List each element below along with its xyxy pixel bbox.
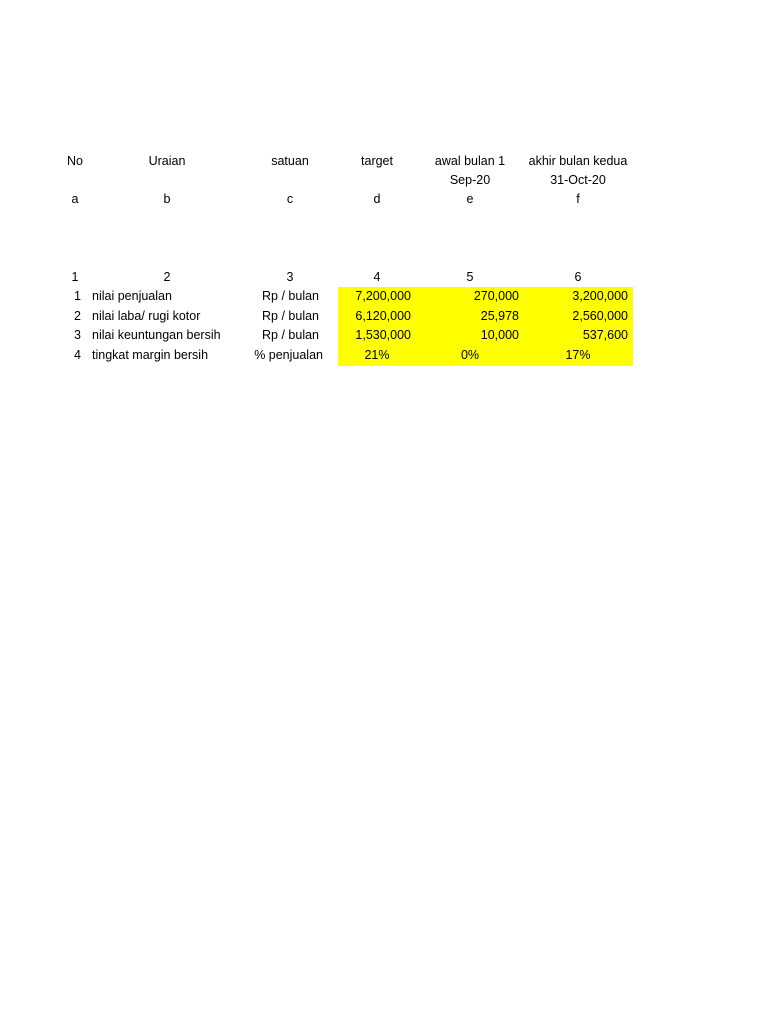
row-2-target: 6,120,000 [355,309,411,323]
colnum-2: 2 [163,270,171,284]
row-4-akhir: 17% [565,348,591,362]
header-awal: awal bulan 1 [434,154,506,168]
row-3-target: 1,530,000 [355,328,411,342]
header-no: No [67,154,83,168]
row-1-akhir: 3,200,000 [572,289,628,303]
header-akhir-date: 31-Oct-20 [550,173,606,187]
letter-b: b [163,192,171,206]
row-4-target: 21% [364,348,390,362]
row-3-no: 3 [74,328,81,342]
letter-a: a [71,192,79,206]
row-1-target: 7,200,000 [355,289,411,303]
colnum-1: 1 [71,270,79,284]
colnum-4: 4 [373,270,381,284]
row-2-no: 2 [74,309,81,323]
colnum-5: 5 [466,270,474,284]
letter-c: c [286,192,294,206]
row-3-akhir: 537,600 [582,328,628,342]
header-target: target [361,154,393,168]
row-2-uraian: nilai laba/ rugi kotor [92,309,201,323]
header-akhir: akhir bulan kedua [528,154,628,168]
row-3-satuan: Rp / bulan [262,328,319,342]
letter-e: e [466,192,474,206]
row-2-satuan: Rp / bulan [262,309,319,323]
row-1-awal: 270,000 [473,289,519,303]
header-awal-date: Sep-20 [449,173,491,187]
colnum-6: 6 [574,270,582,284]
row-4-no: 4 [74,348,81,362]
header-satuan: satuan [271,154,309,168]
row-4-satuan: % penjualan [254,348,323,362]
row-2-akhir: 2,560,000 [572,309,628,323]
row-1-uraian: nilai penjualan [92,289,172,303]
row-4-uraian: tingkat margin bersih [92,348,209,362]
row-3-awal: 10,000 [480,328,519,342]
header-uraian: Uraian [148,154,186,168]
letter-d: d [373,192,381,206]
row-4-awal: 0% [460,348,480,362]
row-1-satuan: Rp / bulan [262,289,319,303]
row-3-uraian: nilai keuntungan bersih [92,328,221,342]
row-2-awal: 25,978 [480,309,519,323]
colnum-3: 3 [286,270,294,284]
letter-f: f [576,192,580,206]
row-1-no: 1 [74,289,81,303]
